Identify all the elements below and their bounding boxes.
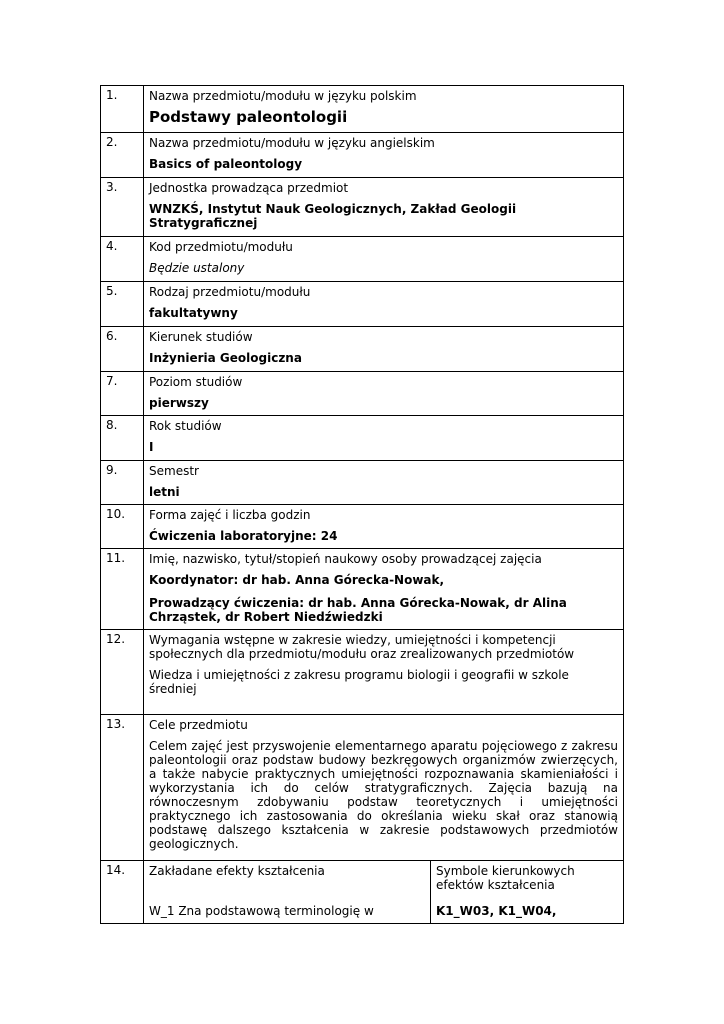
- field-label: Semestr: [149, 464, 199, 478]
- table-row: [101, 372, 624, 416]
- row-number: 7.: [101, 372, 144, 416]
- field-label: Nazwa przedmiotu/modułu w języku polskim: [149, 89, 417, 103]
- row-content: [144, 861, 431, 924]
- row-number: 8.: [101, 416, 144, 461]
- row-content: [144, 327, 624, 372]
- field-value: Podstawy paleontologii: [149, 108, 348, 126]
- field-value: pierwszy: [149, 396, 209, 410]
- row-number: 10.: [101, 505, 144, 549]
- field-value: Celem zajęć jest przyswojenie elementarnego aparatu pojęciowego z zakresu paleontologii oraz podstaw budowy bezkręgowych organizmów zwierzęcych, a także nabycie praktycznych umiejętności rozpoznawania skamieniałości i wykorzystania ich do celów stratygraficznych. Zajęcia bazują na równoczesnym zdobywaniu podstaw teoretycznych i umiejętności praktycznego ich zastosowania do określania wieku skał oraz stanowią podstawę dalszego kształcenia w zakresie podstawowych przedmiotów geologicznych.: [149, 739, 618, 851]
- field-label: Rok studiów: [149, 419, 222, 433]
- table-row: [101, 282, 624, 327]
- row-number: 12.: [101, 630, 144, 715]
- row-content: [144, 86, 624, 133]
- row-number: 11.: [101, 549, 144, 630]
- field-label: Forma zajęć i liczba godzin: [149, 508, 311, 522]
- table-row: [101, 178, 624, 237]
- field-label: Kod przedmiotu/modułu: [149, 240, 293, 254]
- row-content: [144, 282, 624, 327]
- row-content: [144, 630, 624, 715]
- table-row: [101, 133, 624, 178]
- field-label: Nazwa przedmiotu/modułu w języku angielskim: [149, 136, 435, 150]
- row-number: 4.: [101, 237, 144, 282]
- field-value: WNZKŚ, Instytut Nauk Geologicznych, Zakład Geologii Stratygraficznej: [149, 202, 517, 230]
- field-value: Ćwiczenia laboratoryjne: 24: [149, 529, 338, 543]
- table-row: [101, 237, 624, 282]
- row-content-symbols: [431, 861, 624, 924]
- row-number: 5.: [101, 282, 144, 327]
- row-content: [144, 178, 624, 237]
- field-label: Imię, nazwisko, tytuł/stopień naukowy osoby prowadzącej zajęcia: [149, 552, 542, 566]
- field-value: Będzie ustalony: [149, 261, 245, 275]
- learning-outcome: W_1 Zna podstawową terminologię w: [149, 904, 374, 918]
- table-row: [101, 327, 624, 372]
- row-content: [144, 237, 624, 282]
- symbols-value: K1_W03, K1_W04,: [436, 904, 557, 918]
- table-row: [101, 630, 624, 715]
- field-label: Rodzaj przedmiotu/modułu: [149, 285, 311, 299]
- row-content: [144, 133, 624, 178]
- row-number: 6.: [101, 327, 144, 372]
- course-syllabus-table: [100, 85, 624, 924]
- row-content: [144, 505, 624, 549]
- row-number: 1.: [101, 86, 144, 133]
- field-label: Poziom studiów: [149, 375, 243, 389]
- field-value: Inżynieria Geologiczna: [149, 351, 302, 365]
- row-content: [144, 715, 624, 861]
- row-content: [144, 416, 624, 461]
- row-content: [144, 549, 624, 630]
- table-row: [101, 86, 624, 133]
- table-row: [101, 861, 624, 924]
- table-row: [101, 715, 624, 861]
- row-number: 14.: [101, 861, 144, 924]
- row-number: 9.: [101, 461, 144, 505]
- field-label: Wymagania wstępne w zakresie wiedzy, umiejętności i kompetencji społecznych dla przedmiotu/modułu oraz zrealizowanych przedmiotów: [149, 633, 575, 661]
- row-number: 2.: [101, 133, 144, 178]
- symbols-label: Symbole kierunkowych efektów kształcenia: [436, 864, 575, 892]
- field-label: Jednostka prowadząca przedmiot: [149, 181, 349, 195]
- field-value: Wiedza i umiejętności z zakresu programu biologii i geografii w szkole średniej: [149, 668, 569, 696]
- field-value: fakultatywny: [149, 306, 238, 320]
- field-value: Basics of paleontology: [149, 157, 303, 171]
- row-number: 3.: [101, 178, 144, 237]
- field-value: letni: [149, 485, 180, 499]
- row-number: 13.: [101, 715, 144, 861]
- table-row: [101, 549, 624, 630]
- field-label: Zakładane efekty kształcenia: [149, 864, 325, 878]
- coordinator-value: Koordynator: dr hab. Anna Górecka-Nowak,: [149, 573, 445, 587]
- field-value: I: [149, 440, 154, 454]
- table-row: [101, 416, 624, 461]
- field-label: Kierunek studiów: [149, 330, 253, 344]
- table-row: [101, 461, 624, 505]
- row-content: [144, 372, 624, 416]
- instructors-value: Prowadzący ćwiczenia: dr hab. Anna Górecka-Nowak, dr Alina Chrząstek, dr Robert Niedźwiedzki: [149, 596, 567, 624]
- row-content: [144, 461, 624, 505]
- field-label: Cele przedmiotu: [149, 718, 248, 732]
- table-row: [101, 505, 624, 549]
